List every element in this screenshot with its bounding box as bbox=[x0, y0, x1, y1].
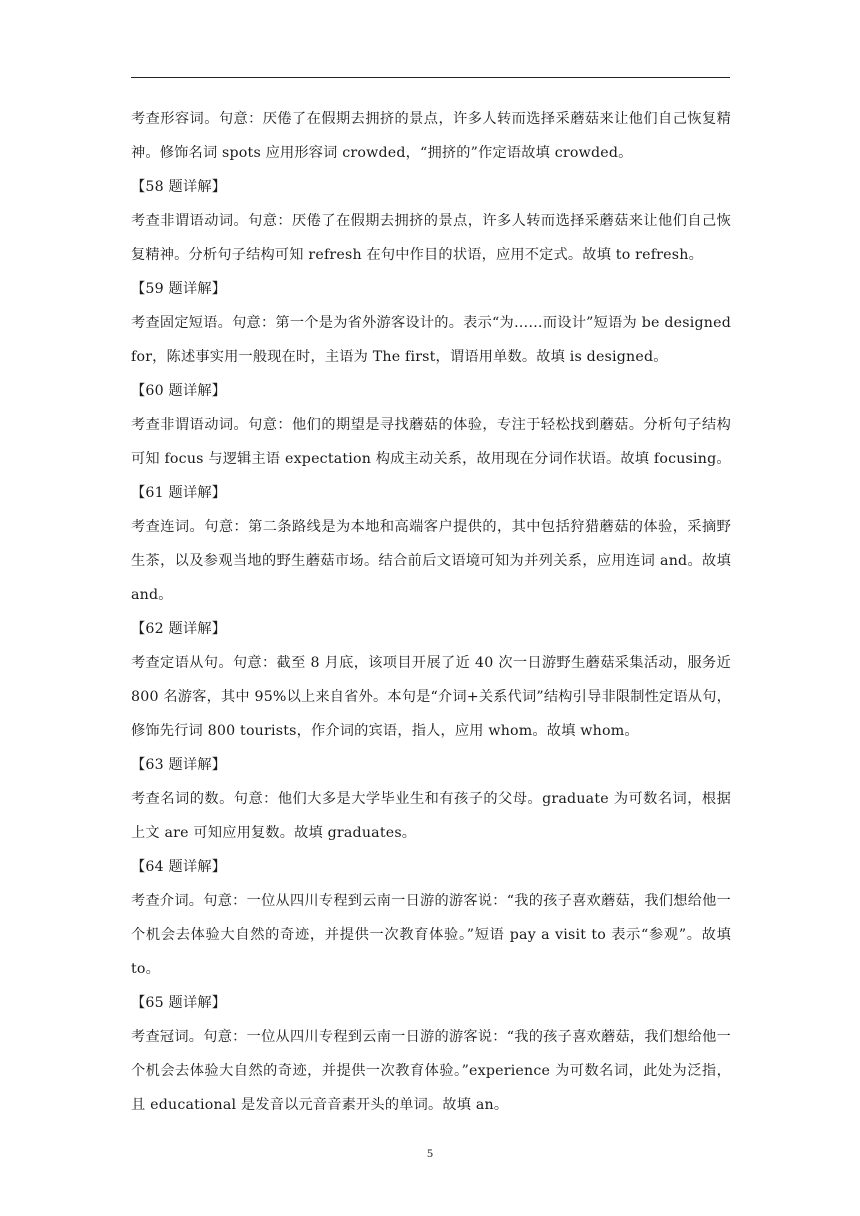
paragraph-63: 考查名词的数。句意：他们大多是大学毕业生和有孩子的父母。graduate 为可数名词，根据上文 are 可知应用复数。故填 graduates。 bbox=[131, 791, 731, 841]
paragraph-57: 考查形容词。句意：厌倦了在假期去拥挤的景点，许多人转而选择采蘑菇来让他们自己恢复精神。修饰名词 spots 应用形容词 crowded，“拥挤的”作定语故填 crowded。 bbox=[131, 111, 731, 161]
paragraph-58: 考查非谓语动词。句意：厌倦了在假期去拥挤的景点，许多人转而选择采蘑菇来让他们自己恢复精神。分析句子结构可知 refresh 在句中作目的状语，应用不定式。故填 to refresh。 bbox=[131, 213, 731, 263]
heading-64: 【64 题详解】 bbox=[131, 859, 227, 875]
paragraph-60: 考查非谓语动词。句意：他们的期望是寻找蘑菇的体验，专注于轻松找到蘑菇。分析句子结构可知 focus 与逻辑主语 expectation 构成主动关系，故用现在分词作状语。故填 focusing。 bbox=[131, 417, 731, 467]
heading-58: 【58 题详解】 bbox=[131, 179, 227, 195]
heading-63: 【63 题详解】 bbox=[131, 757, 227, 773]
header-rule bbox=[131, 77, 730, 78]
paragraph-61: 考查连词。句意：第二条路线是为本地和高端客户提供的，其中包括狩猎蘑菇的体验，采摘野生茶，以及参观当地的野生蘑菇市场。结合前后文语境可知为并列关系，应用连词 and。故填 and。 bbox=[131, 519, 731, 603]
document-body bbox=[131, 102, 731, 1122]
heading-60: 【60 题详解】 bbox=[131, 383, 227, 399]
heading-65: 【65 题详解】 bbox=[131, 995, 227, 1011]
paragraph-65: 考查冠词。句意：一位从四川专程到云南一日游的游客说：“我的孩子喜欢蘑菇，我们想给他一个机会去体验大自然的奇迹，并提供一次教育体验。”experience 为可数名词，此处为泛指，且 educational 是发音以元音音素开头的单词。故填 an。 bbox=[131, 1029, 731, 1113]
heading-61: 【61 题详解】 bbox=[131, 485, 227, 501]
paragraph-64: 考查介词。句意：一位从四川专程到云南一日游的游客说：“我的孩子喜欢蘑菇，我们想给他一个机会去体验大自然的奇迹，并提供一次教育体验。”短语 pay a visit to 表示“参观”。故填 to。 bbox=[131, 893, 731, 977]
heading-59: 【59 题详解】 bbox=[131, 281, 227, 297]
page-number: 5 bbox=[427, 1146, 433, 1160]
heading-62: 【62 题详解】 bbox=[131, 621, 227, 637]
paragraph-59: 考查固定短语。句意：第一个是为省外游客设计的。表示“为……而设计”短语为 be designed for，陈述事实用一般现在时，主语为 The first，谓语用单数。故填 is designed。 bbox=[131, 315, 731, 365]
paragraph-62: 考查定语从句。句意：截至 8 月底，该项目开展了近 40 次一日游野生蘑菇采集活动，服务近 800 名游客，其中 95%以上来自省外。本句是“介词+关系代词”结构引导非限制性定语从句，修饰先行词 800 tourists，作介词的宾语，指人，应用 whom。故填 whom。 bbox=[131, 655, 731, 739]
